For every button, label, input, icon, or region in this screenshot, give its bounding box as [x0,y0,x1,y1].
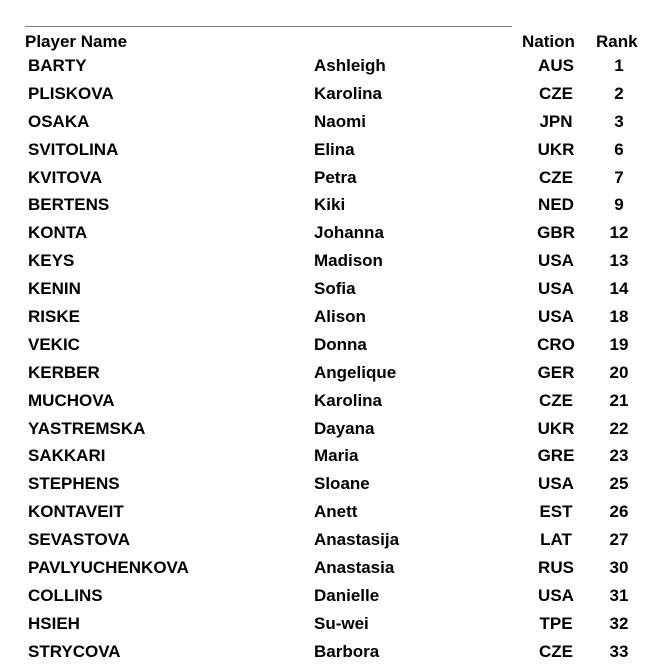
table-row [0,613,650,641]
nation-cell: GBR [537,223,575,243]
table-row [0,641,650,669]
last-name-cell: PLISKOVA [28,83,114,103]
first-name-cell: Anastasia [314,558,395,578]
rank-cell: 18 [609,307,629,327]
header-nation: Nation [522,32,575,51]
table-row [0,250,650,278]
rank-cell: 23 [609,446,629,466]
first-name-cell: Petra [314,167,357,187]
first-name-cell: Sloane [314,474,370,494]
first-name-cell: Danielle [314,585,380,605]
nation-cell: CZE [539,167,573,187]
rank-cell: 9 [614,195,624,215]
table-row [0,334,650,362]
rank-cell: 22 [609,418,629,438]
first-name-cell: Anett [314,502,358,522]
rank-cell: 32 [609,613,629,633]
first-name-cell: Barbora [314,641,380,661]
last-name-cell: KONTA [28,223,88,243]
nation-cell: JPN [539,111,573,131]
table-row [0,418,650,446]
table-row [0,445,650,473]
first-name-cell: Su-wei [314,613,369,633]
nation-cell: RUS [538,558,574,578]
first-name-cell: Elina [314,139,355,159]
rank-cell: 1 [614,56,624,75]
last-name-cell: STEPHENS [28,474,120,494]
nation-cell: CZE [539,641,573,661]
nation-cell: GER [537,362,575,382]
first-name-cell: Kiki [314,195,346,215]
nation-cell: EST [539,502,573,522]
nation-cell: CRO [537,334,575,354]
table-row [0,222,650,250]
table-row [0,139,650,167]
last-name-cell: KEYS [28,251,75,271]
nation-cell: LAT [540,530,572,550]
last-name-cell: SVITOLINA [28,139,119,159]
first-name-cell: Ashleigh [314,56,386,75]
rank-cell: 7 [614,167,624,187]
nation-cell: CZE [539,390,573,410]
rank-cell: 21 [609,390,629,410]
nation-cell: UKR [537,139,575,159]
first-name-cell: Donna [314,334,367,354]
player-table-body [0,55,650,669]
first-name-cell: Angelique [314,362,397,382]
last-name-cell: KVITOVA [28,167,102,187]
rank-cell: 30 [609,558,629,578]
nation-cell: USA [538,251,574,271]
nation-cell: UKR [537,418,575,438]
rank-cell: 27 [609,530,629,550]
table-row [0,585,650,613]
rank-cell: 12 [609,223,629,243]
table-row [0,306,650,334]
first-name-cell: Madison [314,251,383,271]
nation-cell: USA [538,585,574,605]
table-row [0,167,650,195]
last-name-cell: KERBER [28,362,100,382]
first-name-cell: Karolina [314,83,383,103]
header-rank: Rank [596,32,638,51]
top-rule [25,26,512,27]
last-name-cell: SEVASTOVA [28,530,131,550]
first-name-cell: Naomi [314,111,366,131]
nation-cell: USA [538,474,574,494]
nation-cell: USA [538,279,574,299]
last-name-cell: COLLINS [28,585,103,605]
last-name-cell: BARTY [28,56,87,75]
table-row [0,111,650,139]
rank-cell: 14 [609,279,629,299]
first-name-cell: Sofia [314,279,356,299]
last-name-cell: BERTENS [28,195,110,215]
nation-cell: USA [538,307,574,327]
first-name-cell: Maria [314,446,359,466]
nation-cell: CZE [539,83,573,103]
table-row [0,83,650,111]
table-row [0,194,650,222]
rank-cell: 25 [609,474,629,494]
table-row [0,278,650,306]
last-name-cell: HSIEH [28,613,80,633]
last-name-cell: MUCHOVA [28,390,115,410]
last-name-cell: RISKE [28,307,80,327]
rank-cell: 13 [609,251,629,271]
header-player-name: Player Name [25,32,128,51]
first-name-cell: Dayana [314,418,375,438]
first-name-cell: Anastasija [314,530,400,550]
table-row [0,55,650,83]
rank-cell: 6 [614,139,624,159]
nation-cell: TPE [539,613,573,633]
last-name-cell: STRYCOVA [28,641,121,661]
rank-cell: 2 [614,83,624,103]
table-row [0,390,650,418]
first-name-cell: Alison [314,307,366,327]
last-name-cell: SAKKARI [28,446,106,466]
rank-cell: 19 [609,334,629,354]
rank-cell: 26 [609,502,629,522]
rank-cell: 33 [609,641,629,661]
table-header [0,31,650,53]
last-name-cell: YASTREMSKA [28,418,146,438]
last-name-cell: KENIN [28,279,81,299]
nation-cell: AUS [538,56,574,75]
table-row [0,362,650,390]
nation-cell: NED [538,195,574,215]
last-name-cell: PAVLYUCHENKOVA [28,558,189,578]
first-name-cell: Karolina [314,390,383,410]
last-name-cell: KONTAVEIT [28,502,124,522]
table-row [0,529,650,557]
last-name-cell: OSAKA [28,111,90,131]
rank-cell: 20 [609,362,629,382]
nation-cell: GRE [537,446,575,466]
rank-cell: 31 [609,585,629,605]
rank-cell: 3 [614,111,624,131]
table-row [0,557,650,585]
first-name-cell: Johanna [314,223,384,243]
table-row [0,501,650,529]
table-row [0,473,650,501]
last-name-cell: VEKIC [28,334,80,354]
